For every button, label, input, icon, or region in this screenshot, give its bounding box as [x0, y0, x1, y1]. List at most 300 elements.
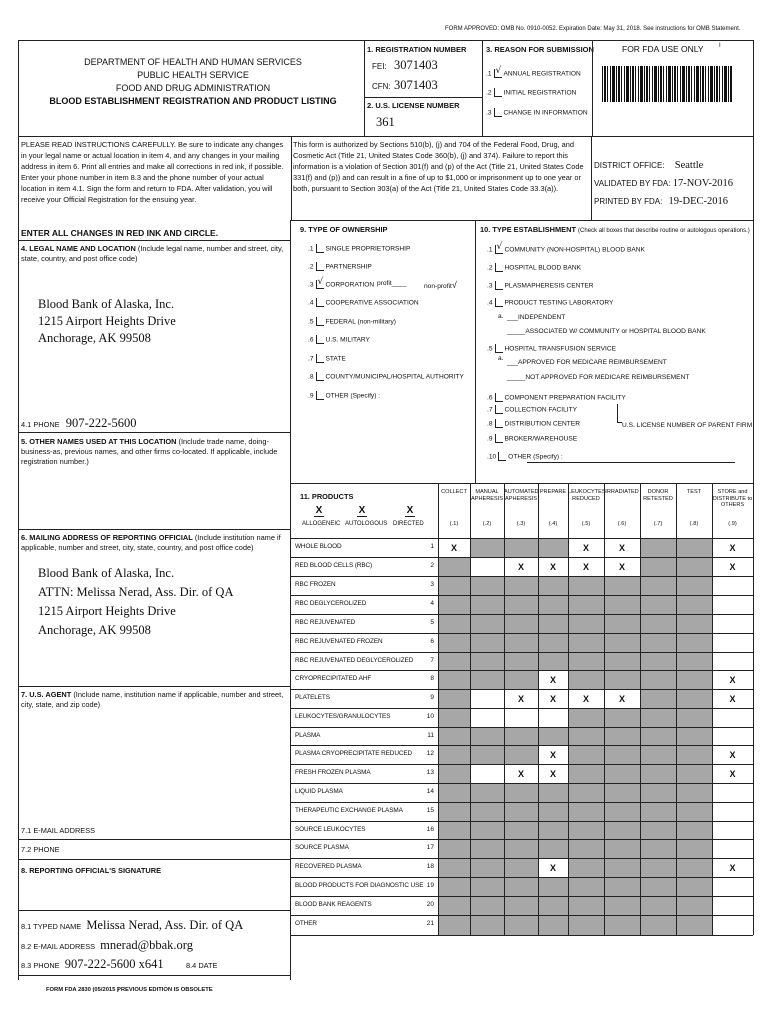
fei-value[interactable]: 3071403: [394, 58, 438, 72]
na-cell: [676, 557, 712, 576]
dept-line: PUBLIC HEALTH SERVICE: [137, 70, 249, 80]
product-row-number: 4: [430, 600, 434, 607]
na-cell: [538, 652, 568, 670]
product-row-number: 8: [430, 675, 434, 682]
mailing-address[interactable]: [38, 564, 233, 640]
product-check-mark[interactable]: X: [729, 862, 736, 873]
na-cell: [470, 614, 504, 633]
grid-line: [291, 557, 753, 558]
grid-line: [291, 802, 753, 803]
establishment-option[interactable]: .1 √ COMMUNITY (NON-HOSPITAL) BLOOD BANK: [487, 242, 645, 254]
na-cell: [604, 633, 640, 652]
product-name: PLASMA: [295, 732, 321, 739]
na-cell: [438, 576, 470, 595]
registration-number-label: 1. REGISTRATION NUMBER: [367, 45, 467, 54]
product-name: RED BLOOD CELLS (RBC): [295, 562, 373, 569]
column-header: COLLECT: [441, 489, 467, 495]
na-cell: [676, 708, 712, 727]
checkbox[interactable]: [316, 354, 324, 363]
na-cell: [640, 745, 676, 764]
checkbox[interactable]: [498, 452, 506, 461]
product-check-mark[interactable]: X: [729, 542, 736, 553]
na-cell: [568, 614, 604, 633]
na-cell: [470, 652, 504, 670]
na-cell: [438, 764, 470, 783]
product-check-mark[interactable]: X: [583, 693, 590, 704]
validated-by: VALIDATED BY FDA: 17-NOV-2016: [594, 178, 733, 189]
establishment-option[interactable]: .7 COLLECTION FACILITY: [487, 406, 578, 414]
ownership-option[interactable]: .1 SINGLE PROPRIETORSHIP: [308, 245, 411, 253]
na-cell: [604, 670, 640, 689]
product-row-number: 14: [426, 788, 434, 795]
dept-line: FOOD AND DRUG ADMINISTRATION: [115, 83, 271, 93]
na-cell: [568, 764, 604, 783]
product-check-mark[interactable]: X: [550, 768, 557, 779]
est-sub-associated[interactable]: _____ASSOCIATED W/ COMMUNITY or HOSPITAL BLOOD BANK: [507, 328, 706, 335]
ownership-label: 9. TYPE OF OWNERSHIP: [300, 225, 388, 234]
column-header: STORE and DISTRIBUTE to OTHERS: [712, 489, 753, 508]
agent-email-label: 7.1 E-MAIL ADDRESS: [21, 826, 96, 835]
na-cell: [504, 595, 538, 614]
na-cell: [504, 576, 538, 595]
na-cell: [438, 595, 470, 614]
checkbox[interactable]: [495, 419, 503, 428]
na-cell: [538, 576, 568, 595]
product-row-number: 18: [426, 863, 434, 870]
grid-line: [753, 483, 754, 935]
grid-line: [291, 576, 753, 577]
na-cell: [640, 652, 676, 670]
grid-line: [291, 633, 753, 634]
grid-line: [291, 708, 753, 709]
na-cell: [438, 727, 470, 745]
na-cell: [604, 745, 640, 764]
mailing-line: Blood Bank of Alaska, Inc.: [38, 566, 175, 580]
product-name: WHOLE BLOOD: [295, 543, 342, 550]
na-cell: [538, 538, 568, 557]
product-check-mark[interactable]: X: [518, 693, 525, 704]
est-sub-approved[interactable]: ___APPROVED FOR MEDICARE REIMBURSEMENT: [507, 359, 667, 366]
product-name: RBC REJUVENATED DEGLYCEROLIZED: [295, 657, 414, 664]
establishment-option[interactable]: .4 PRODUCT TESTING LABORATORY: [487, 299, 614, 307]
na-cell: [438, 802, 470, 821]
column-header: TEST: [686, 489, 702, 495]
na-cell: [438, 877, 470, 896]
product-type-mark[interactable]: X: [358, 505, 366, 516]
na-cell: [568, 858, 604, 877]
na-cell: [676, 576, 712, 595]
establishment-label: 10. TYPE ESTABLISHMENT (Check all boxes that describe routine or autologous operations.): [480, 225, 750, 234]
grid-line: [291, 538, 753, 539]
na-cell: [568, 652, 604, 670]
na-cell: [538, 633, 568, 652]
na-cell: [604, 839, 640, 858]
na-cell: [504, 821, 538, 839]
na-cell: [640, 595, 676, 614]
na-cell: [438, 708, 470, 727]
na-cell: [568, 896, 604, 915]
license-number-value[interactable]: 361: [376, 115, 395, 129]
na-cell: [438, 858, 470, 877]
checkbox[interactable]: [316, 372, 324, 381]
reason-label: 3. REASON FOR SUBMISSION: [486, 45, 594, 54]
grid-line: [291, 877, 753, 878]
product-check-mark[interactable]: X: [729, 674, 736, 685]
product-name: SOURCE LEUKOCYTES: [295, 826, 366, 833]
checkbox[interactable]: [495, 298, 503, 307]
na-cell: [640, 896, 676, 915]
na-cell: [504, 839, 538, 858]
na-cell: [504, 802, 538, 821]
na-cell: [676, 764, 712, 783]
na-cell: [538, 896, 568, 915]
product-type-label: ALLOGENEIC: [302, 521, 341, 527]
checkbox[interactable]: √: [317, 277, 324, 287]
grid-line: [640, 483, 641, 935]
product-check-mark[interactable]: X: [451, 542, 458, 553]
establishment-option[interactable]: .8 DISTRIBUTION CENTER: [487, 420, 580, 428]
column-number: (.9): [728, 521, 737, 527]
establishment-option[interactable]: .9 BROKER/WAREHOUSE: [487, 435, 578, 443]
product-check-mark[interactable]: X: [583, 542, 590, 553]
na-cell: [568, 915, 604, 935]
checkbox[interactable]: [316, 244, 324, 253]
na-cell: [676, 896, 712, 915]
nonprofit-option[interactable]: non-profit√: [424, 280, 457, 290]
na-cell: [640, 689, 676, 708]
product-row-number: 9: [430, 694, 434, 701]
product-row-number: 5: [430, 619, 434, 626]
legal-address[interactable]: [38, 296, 176, 347]
na-cell: [568, 633, 604, 652]
na-cell: [438, 652, 470, 670]
na-cell: [504, 783, 538, 802]
na-cell: [470, 670, 504, 689]
grid-line: [291, 821, 753, 822]
product-name: PLASMA CRYOPRECIPITATE REDUCED: [295, 750, 413, 757]
product-check-mark[interactable]: X: [729, 693, 736, 704]
grid-line: [291, 727, 753, 728]
na-cell: [640, 557, 676, 576]
ownership-option[interactable]: .3 √ CORPORATION: [308, 277, 375, 289]
product-row-number: 17: [426, 844, 434, 851]
column-header: MANUAL APHERESIS: [470, 489, 504, 502]
na-cell: [538, 614, 568, 633]
na-cell: [676, 595, 712, 614]
establishment-option[interactable]: .3 PLASMAPHERESIS CENTER: [487, 282, 594, 290]
na-cell: [470, 839, 504, 858]
product-check-mark[interactable]: X: [550, 674, 557, 685]
na-cell: [640, 783, 676, 802]
legal-line: 1215 Airport Heights Drive: [38, 314, 176, 328]
column-header: PREPARE: [539, 489, 567, 495]
product-row-number: 11: [427, 732, 434, 739]
na-cell: [438, 670, 470, 689]
product-row-number: 1: [430, 543, 434, 550]
na-cell: [604, 595, 640, 614]
product-check-mark[interactable]: X: [729, 749, 736, 760]
product-check-mark[interactable]: X: [619, 561, 626, 572]
legal-line: Anchorage, AK 99508: [38, 331, 151, 345]
na-cell: [438, 896, 470, 915]
product-name: RBC DEGLYCEROLIZED: [295, 600, 367, 607]
checkbox[interactable]: [316, 335, 324, 344]
product-check-mark[interactable]: X: [729, 561, 736, 572]
grid-line: [291, 670, 753, 671]
na-cell: [470, 802, 504, 821]
ownership-option[interactable]: .9 OTHER (Specify) :: [308, 392, 381, 400]
us-agent-label: 7. U.S. AGENT (Include name, institution name if applicable, number and street, city, state, and zip code): [21, 690, 284, 709]
signature-date-label: 8.4 DATE: [186, 961, 218, 970]
na-cell: [568, 821, 604, 839]
cfn-value[interactable]: 3071403: [394, 78, 438, 92]
authority-text: This form is authorized by Sections 510(b), (j) and 704 of the Federal Food, Drug, and Cosmetic Act (Title 21, United States Code 360(b), (j) and 374). Failure to report this information is a violation of Section 301(f) and (p) of the Act (Title 21, United States Code 331(f) and (p)) and can result in a fine of up to $1,000 or imprisonment up to one year or both, pursuant to Section 303(a) of the Act (Title 21, United States Code 33.3(a)).: [293, 140, 584, 193]
product-name: RECOVERED PLASMA: [295, 863, 362, 870]
product-name: PLATELETS: [295, 694, 330, 701]
na-cell: [470, 896, 504, 915]
na-cell: [604, 576, 640, 595]
na-cell: [604, 896, 640, 915]
fda-use-label: FOR FDA USE ONLY: [622, 44, 704, 54]
na-cell: [676, 783, 712, 802]
reason-change[interactable]: .3 CHANGE IN INFORMATION: [486, 109, 588, 117]
product-type-mark[interactable]: X: [315, 505, 323, 516]
product-name: CRYOPRECIPITATED AHF: [295, 675, 372, 682]
grid-line: [504, 483, 505, 935]
na-cell: [538, 839, 568, 858]
checkbox[interactable]: [316, 391, 324, 400]
na-cell: [470, 633, 504, 652]
checkbox[interactable]: [495, 344, 503, 353]
na-cell: [538, 915, 568, 935]
na-cell: [604, 877, 640, 896]
column-number: (.8): [689, 521, 699, 527]
checkbox[interactable]: [495, 405, 503, 414]
mailing-line: Anchorage, AK 99508: [38, 623, 151, 637]
product-check-mark[interactable]: X: [619, 693, 626, 704]
product-name: LEUKOCYTES/GRANULOCYTES: [295, 713, 391, 720]
checkbox[interactable]: [495, 393, 503, 402]
checkbox[interactable]: [316, 317, 324, 326]
product-row-number: 6: [430, 638, 434, 645]
na-cell: [676, 614, 712, 633]
establishment-option[interactable]: .5 HOSPITAL TRANSFUSION SERVICE: [487, 345, 617, 353]
na-cell: [568, 745, 604, 764]
na-cell: [676, 802, 712, 821]
na-cell: [640, 858, 676, 877]
grid-line: [291, 896, 753, 897]
signature-email: 8.2 E-MAIL ADDRESS mnerad@bbak.org: [21, 938, 193, 952]
na-cell: [640, 839, 676, 858]
establishment-option[interactable]: .2 HOSPITAL BLOOD BANK: [487, 264, 582, 272]
checkbox[interactable]: [495, 434, 503, 443]
column-number: (.7): [653, 521, 663, 527]
product-row-number: 19: [426, 882, 434, 889]
dept-line: DEPARTMENT OF HEALTH AND HUMAN SERVICES: [84, 57, 302, 67]
checkbox[interactable]: [316, 298, 324, 307]
district-office: DISTRICT OFFICE: Seattle: [594, 160, 704, 171]
na-cell: [568, 783, 604, 802]
na-cell: [470, 858, 504, 877]
product-check-mark[interactable]: X: [550, 561, 557, 572]
na-cell: [438, 614, 470, 633]
na-cell: [504, 727, 538, 745]
na-cell: [676, 538, 712, 557]
na-cell: [568, 708, 604, 727]
na-cell: [640, 727, 676, 745]
grid-line: [291, 745, 753, 746]
product-check-mark[interactable]: X: [550, 749, 557, 760]
na-cell: [470, 821, 504, 839]
form-id: FORM FDA 2830 (05/2015 ): [46, 987, 119, 993]
product-type-mark[interactable]: X: [406, 505, 414, 516]
signature-label: 8. REPORTING OFFICIAL'S SIGNATURE: [21, 866, 161, 875]
grid-line: [438, 483, 439, 935]
ownership-option[interactable]: .6 U.S. MILITARY: [308, 336, 370, 344]
checkbox[interactable]: √: [496, 242, 503, 252]
product-check-mark[interactable]: X: [518, 561, 525, 572]
product-name: RBC REJUVENATED FROZEN: [295, 638, 383, 645]
grid-line: [568, 483, 569, 935]
ownership-option[interactable]: .4 COOPERATIVE ASSOCIATION: [308, 299, 419, 307]
omb-statement: FORM APPROVED: OMB No. 0910-0052. Expiration Date: May 31, 2018. See instructions for OMB Statement.: [445, 26, 741, 32]
product-check-mark[interactable]: X: [518, 768, 525, 779]
parent-license-label: U.S. LICENSE NUMBER OF PARENT FIRM: [622, 422, 753, 429]
profit-option[interactable]: profit____: [377, 280, 407, 287]
na-cell: [604, 802, 640, 821]
na-cell: [568, 839, 604, 858]
mailing-line: 1215 Airport Heights Drive: [38, 604, 176, 618]
ownership-option[interactable]: .8 COUNTY/MUNICIPAL/HOSPITAL AUTHORITY: [308, 373, 464, 381]
product-check-mark[interactable]: X: [729, 768, 736, 779]
na-cell: [640, 764, 676, 783]
na-cell: [470, 538, 504, 557]
grid-line: [291, 595, 753, 596]
product-row-number: 15: [426, 807, 434, 814]
legal-line: Blood Bank of Alaska, Inc.: [38, 297, 175, 311]
product-check-mark[interactable]: X: [583, 561, 590, 572]
ownership-option[interactable]: .5 FEDERAL (non-military): [308, 318, 396, 326]
na-cell: [640, 576, 676, 595]
na-cell: [676, 745, 712, 764]
na-cell: [438, 821, 470, 839]
na-cell: [504, 538, 538, 557]
grid-line: [470, 483, 471, 935]
na-cell: [538, 783, 568, 802]
product-row-number: 3: [430, 581, 434, 588]
product-name: OTHER: [295, 920, 317, 927]
product-row-number: 21: [426, 920, 434, 927]
ownership-option[interactable]: .7 STATE: [308, 355, 346, 363]
column-header: IRRADIATED: [605, 489, 639, 495]
checkbox[interactable]: [495, 281, 503, 290]
grid-line: [712, 483, 713, 935]
ownership-option[interactable]: .2 PARTNERSHIP: [308, 263, 372, 271]
est-sub-not-approved[interactable]: _____NOT APPROVED FOR MEDICARE REIMBURSEMENT: [507, 374, 690, 381]
na-cell: [504, 633, 538, 652]
na-cell: [538, 821, 568, 839]
product-row-number: 16: [426, 826, 434, 833]
typed-name: 8.1 TYPED NAME Melissa Nerad, Ass. Dir. of QA: [21, 918, 244, 932]
na-cell: [504, 745, 538, 764]
na-cell: [438, 783, 470, 802]
na-cell: [640, 915, 676, 935]
signature-phone: 8.3 PHONE 907-222-5600 x641: [21, 957, 164, 971]
na-cell: [604, 821, 640, 839]
establishment-option[interactable]: .10 OTHER (Specify) :: [487, 453, 563, 461]
product-row-number: 20: [426, 901, 434, 908]
product-check-mark[interactable]: X: [550, 862, 557, 873]
na-cell: [504, 858, 538, 877]
column-number: (.4): [548, 521, 558, 527]
product-type-label: DIRECTED: [393, 521, 424, 527]
product-row-number: 10: [426, 713, 434, 720]
license-number-label: 2. U.S. LICENSE NUMBER: [367, 101, 460, 110]
na-cell: [438, 915, 470, 935]
checkbox[interactable]: [316, 262, 324, 271]
reason-annual[interactable]: .1 √ ANNUAL REGISTRATION: [486, 66, 581, 78]
cfn-label: CFN:: [372, 82, 391, 91]
reason-initial[interactable]: .2 INITIAL REGISTRATION: [486, 89, 577, 97]
na-cell: [438, 633, 470, 652]
est-sub-independent[interactable]: ___INDEPENDENT: [507, 314, 566, 321]
barcode-image: [602, 66, 732, 102]
na-cell: [640, 633, 676, 652]
department-header: [28, 56, 358, 108]
na-cell: [604, 764, 640, 783]
product-check-mark[interactable]: X: [619, 542, 626, 553]
na-cell: [676, 689, 712, 708]
product-name: THERAPEUTIC EXCHANGE PLASMA: [295, 807, 403, 814]
legal-phone: 4.1 PHONE 907-222-5600: [21, 416, 137, 430]
product-check-mark[interactable]: X: [550, 693, 557, 704]
checkbox[interactable]: [495, 263, 503, 272]
na-cell: [604, 783, 640, 802]
na-cell: [676, 858, 712, 877]
product-name: FRESH FROZEN PLASMA: [295, 769, 371, 776]
na-cell: [676, 821, 712, 839]
grid-line: [291, 614, 753, 615]
na-cell: [538, 727, 568, 745]
mailing-address-label: 6. MAILING ADDRESS OF REPORTING OFFICIAL (Include institution name if applicable, number and street, city, state, country, and post office code): [21, 533, 281, 552]
product-name: BLOOD BANK REAGENTS: [295, 901, 372, 908]
product-row-number: 7: [430, 657, 434, 664]
na-cell: [568, 595, 604, 614]
est-sub-letter: a.: [498, 355, 504, 362]
grid-line: [291, 935, 753, 936]
na-cell: [676, 670, 712, 689]
na-cell: [438, 557, 470, 576]
na-cell: [676, 633, 712, 652]
na-cell: [604, 858, 640, 877]
na-cell: [604, 915, 640, 935]
grid-line: [291, 858, 753, 859]
na-cell: [470, 727, 504, 745]
na-cell: [438, 689, 470, 708]
establishment-option[interactable]: .6 COMPONENT PREPARATION FACILITY: [487, 394, 626, 402]
column-number: (.2): [482, 521, 492, 527]
grid-line: [604, 483, 605, 935]
na-cell: [568, 877, 604, 896]
product-name: SOURCE PLASMA: [295, 844, 349, 851]
na-cell: [470, 576, 504, 595]
column-header: LEUKOCYTES REDUCED: [568, 489, 606, 502]
product-name: RBC REJUVENATED: [295, 619, 356, 626]
na-cell: [640, 538, 676, 557]
product-type-label: AUTOLOGOUS: [345, 521, 388, 527]
na-cell: [470, 745, 504, 764]
na-cell: [538, 595, 568, 614]
